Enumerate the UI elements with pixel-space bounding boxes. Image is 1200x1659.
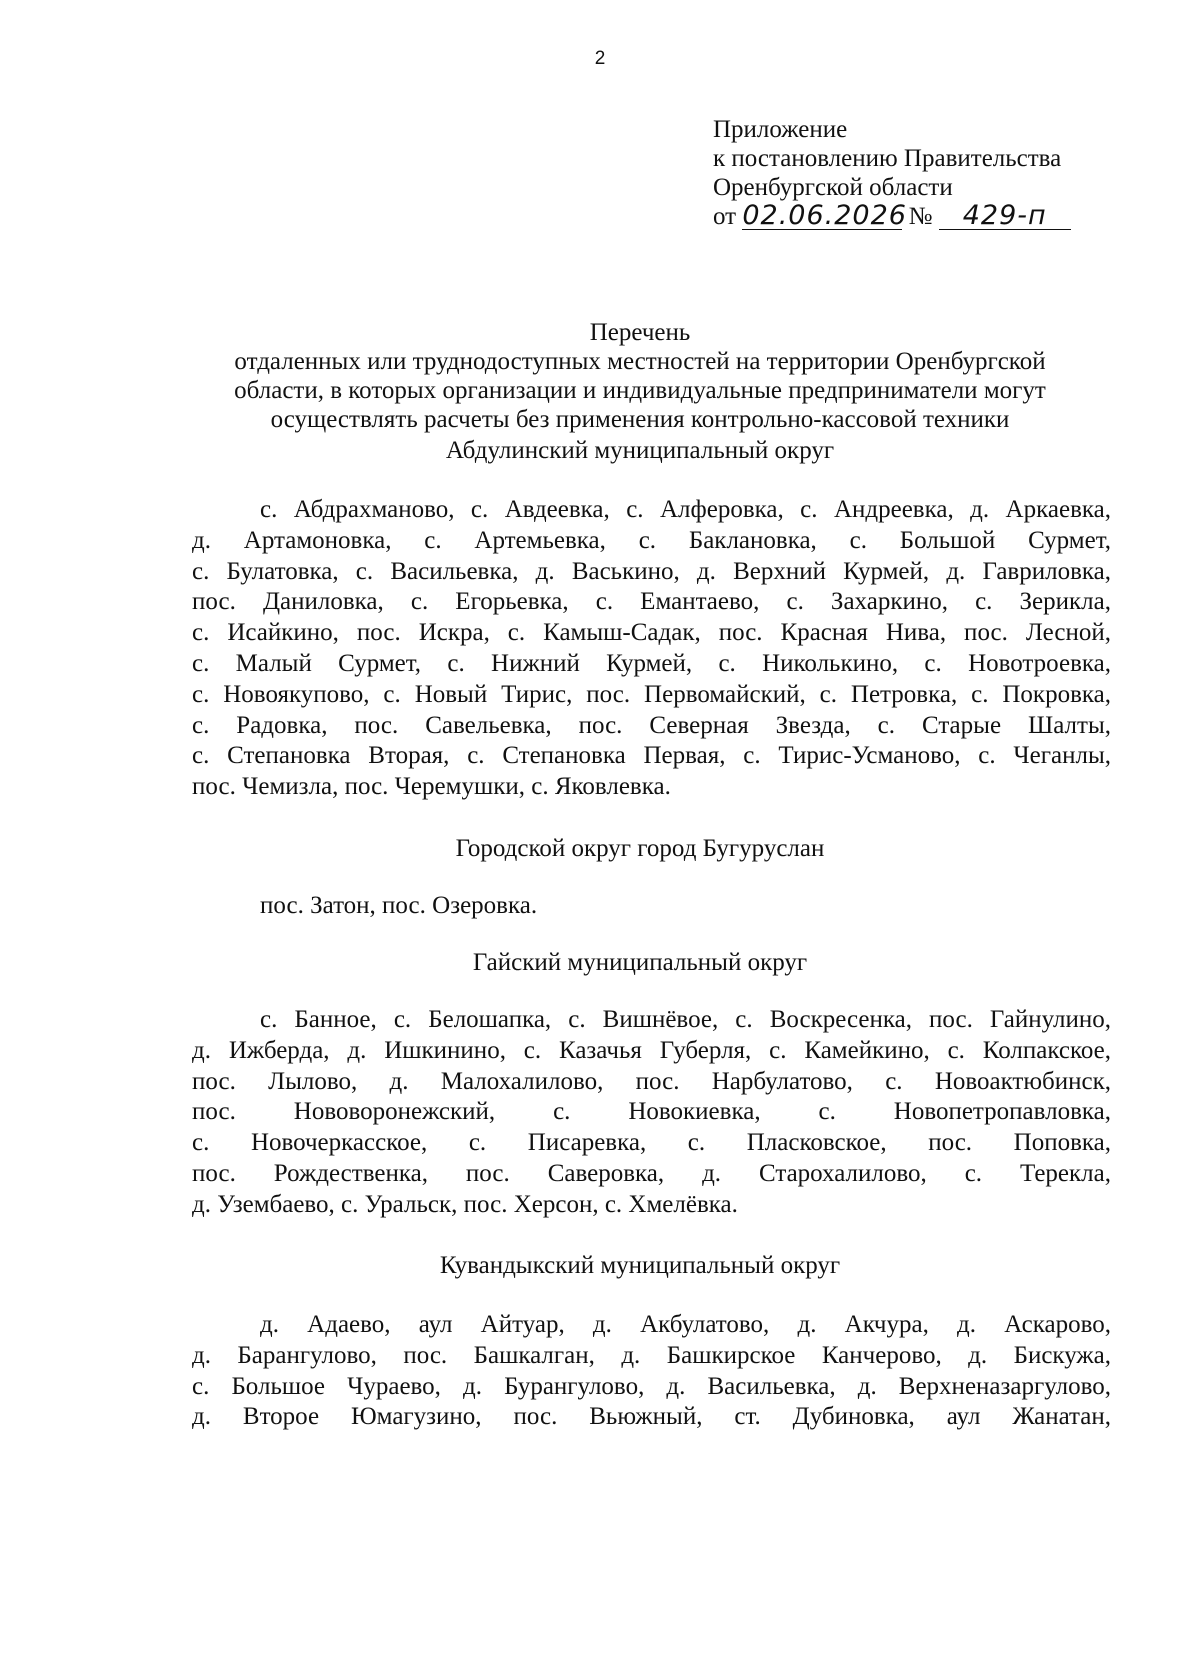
settlement-line: д. Узембаево, с. Уральск, пос. Херсон, с. Хмелёвка.: [192, 1190, 738, 1218]
section-heading-abdulino: Абдулинский муниципальный округ: [445, 437, 835, 464]
settlement-line: д. Второе Юмагузино, пос. Вьюжный, ст. Дубиновка, аул Жанатан,: [192, 1403, 1111, 1431]
handwritten-date: 02.06.2026: [742, 200, 907, 231]
handwritten-number: 429-п: [939, 203, 1071, 230]
settlement-line: с. Новочеркасское, с. Писаревка, с. Пласковское, пос. Поповка,: [192, 1129, 1111, 1157]
settlement-line: с. Малый Сурмет, с. Нижний Курмей, с. Николькино, с. Новотроевка,: [192, 649, 1111, 677]
settlement-line: д. Ижберда, д. Ишкинино, с. Казачья Губерля, с. Камейкино, с. Колпакское,: [192, 1036, 1111, 1064]
page-number: 2: [594, 48, 606, 69]
document-title: Перечень: [589, 319, 691, 346]
settlement-line: с. Большое Чураево, д. Бурангулово, д. Васильевка, д. Верхненазаргулово,: [192, 1372, 1111, 1400]
settlement-line: д. Артамоновка, с. Артемьевка, с. Баклановка, с. Большой Сурмет,: [192, 526, 1111, 554]
settlement-line: с. Абдрахманово, с. Авдеевка, с. Алферовка, с. Андреевка, д. Аркаевка,: [260, 496, 1111, 523]
appendix-block: [713, 115, 1153, 231]
settlement-line: пос. Затон, пос. Озеровка.: [260, 892, 538, 919]
settlement-line: пос. Рождественка, пос. Саверовка, д. Старохалилово, с. Терекла,: [192, 1159, 1111, 1187]
appendix-line: к постановлению Правительства: [713, 145, 1062, 172]
appendix-line: Приложение: [713, 116, 848, 143]
number-sign: №: [908, 203, 933, 230]
section-heading-kuvandyk: Кувандыкский муниципальный округ: [439, 1252, 841, 1279]
settlement-line: пос. Чемизла, пос. Черемушки, с. Яковлевка.: [192, 773, 671, 801]
settlement-line: с. Исайкино, пос. Искра, с. Камыш-Садак, пос. Красная Нива, пос. Лесной,: [192, 619, 1111, 647]
settlement-line: с. Степановка Вторая, с. Степановка Первая, с. Тирис-Усманово, с. Чеганлы,: [192, 742, 1111, 770]
settlement-line: с. Булатовка, с. Васильевка, д. Васькино, д. Верхний Курмей, д. Гавриловка,: [192, 557, 1111, 585]
document-subtitle: [140, 347, 1140, 434]
settlement-line: д. Барангулово, пос. Башкалган, д. Башкирское Канчерово, д. Бискужа,: [192, 1341, 1111, 1369]
settlement-line: пос. Нововоронежский, с. Новокиевка, с. Новопетропавловка,: [192, 1098, 1111, 1126]
settlement-line: пос. Даниловка, с. Егорьевка, с. Емантаево, с. Захаркино, с. Зерикла,: [192, 588, 1111, 616]
subtitle-line: отдаленных или труднодоступных местностей на территории Оренбургской: [234, 348, 1046, 375]
settlement-line: с. Радовка, пос. Савельевка, пос. Северная Звезда, с. Старые Шалты,: [192, 711, 1111, 739]
settlement-line: с. Банное, с. Белошапка, с. Вишнёвое, с. Воскресенка, пос. Гайнулино,: [260, 1006, 1111, 1033]
section-body-buguruslan: [192, 891, 1111, 922]
subtitle-line: осуществлять расчеты без применения контрольно-кассовой техники: [270, 406, 1010, 433]
settlement-line: д. Адаево, аул Айтуар, д. Акбулатово, д. Акчура, д. Аскарово,: [260, 1311, 1111, 1338]
section-heading-gai: Гайский муниципальный округ: [472, 949, 808, 976]
appendix-line: Оренбургской области: [713, 174, 953, 201]
date-prefix: от: [713, 203, 737, 230]
subtitle-line: области, в которых организации и индивидуальные предприниматели могут: [234, 377, 1046, 404]
section-heading-buguruslan: Городской округ город Бугуруслан: [455, 835, 825, 862]
section-body-gai: [192, 1005, 1111, 1221]
section-body-kuvandyk: [192, 1310, 1111, 1433]
appendix-date-line: [713, 202, 1153, 231]
settlement-line: с. Новоякупово, с. Новый Тирис, пос. Первомайский, с. Петровка, с. Покровка,: [192, 680, 1111, 708]
settlement-line: пос. Лылово, д. Малохалилово, пос. Нарбулатово, с. Новоактюбинск,: [192, 1067, 1111, 1095]
section-body-abdulino: [192, 495, 1111, 803]
